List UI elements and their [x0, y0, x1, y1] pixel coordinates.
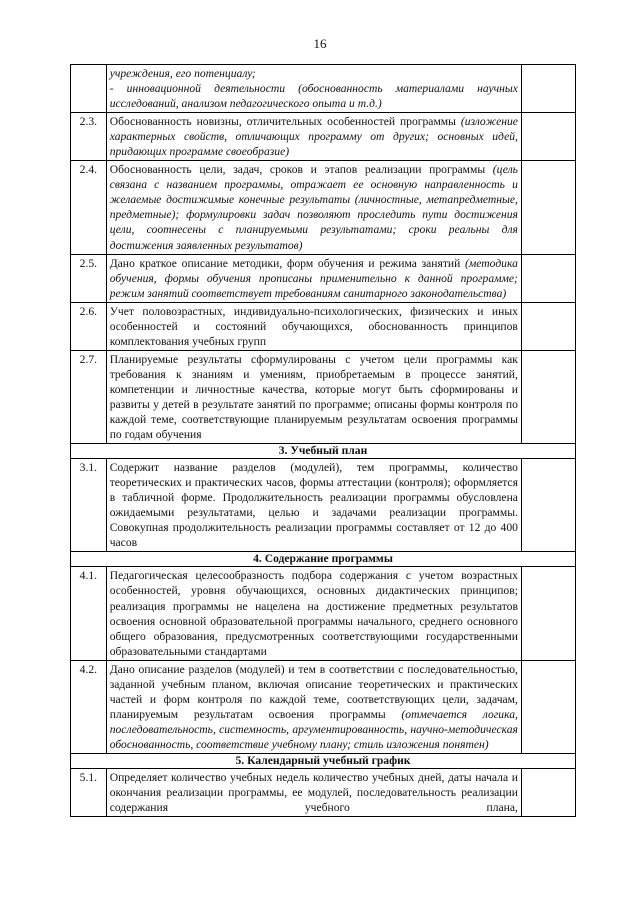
table-row [71, 768, 576, 816]
table-row [71, 113, 576, 161]
criterion-text: Содержит название разделов (модулей), тем программы, количество теоретических и практических часов, формы аттестации (контроля); оформляется в табличной форме. Продолжительность реализации программы обусловлена ожидаемыми результатами, целью и задачами реализации программы. Совокупная продолжительность реализации программы составляет от 12 до 400 часов [109, 461, 518, 550]
table-row [71, 161, 576, 254]
assessment-cell [521, 567, 575, 660]
item-text [106, 660, 521, 753]
criterion-text: Обоснованность новизны, отличительных особенностей программы [109, 115, 456, 129]
section-row [71, 444, 576, 459]
criterion-note: (цель связана с названием программы, отражает ее основную направленность и желаемые достижимые конечные результаты (личностные, метапредметные, предметные); формулировки задач позволяют проследить пути достижения цели, соотнесены с планируемыми результатами; сроки реальны для достижения заявленных результатов) [109, 163, 518, 252]
assessment-cell [521, 161, 575, 254]
section-heading: 3. Учебный план [71, 444, 576, 459]
criterion-note: (методика обучения, формы обучения прописаны применительно к данной программе; режим занятий соответствует требованиям санитарного законодательства) [109, 256, 518, 300]
item-text [106, 459, 521, 552]
criteria-table-body [71, 65, 576, 817]
item-number: 5.1. [71, 768, 107, 816]
criterion-note: - инновационной деятельности (обоснованность материалами научных исследований, анализом педагогического опыта и т.д.) [109, 82, 518, 111]
assessment-cell [521, 660, 575, 753]
item-number: 4.2. [71, 660, 107, 753]
table-row [71, 302, 576, 350]
criterion-text: Учет половозрастных, индивидуально-психологических, физических и иных особенностей и состояний обучающихся, обоснованность принципов комплектования учебных групп [109, 304, 518, 348]
criterion-note: (изложение характерных свойств, отличающих программу от других; основных идей, придающих программе своеобразие) [109, 115, 518, 159]
item-number: 2.4. [71, 161, 107, 254]
assessment-cell [521, 350, 575, 443]
table-row [71, 660, 576, 753]
table-row [71, 459, 576, 552]
section-row [71, 753, 576, 768]
item-number: 2.5. [71, 254, 107, 302]
item-text [106, 254, 521, 302]
item-number: 2.6. [71, 302, 107, 350]
criterion-text: Педагогическая целесообразность подбора содержания с учетом возрастных особенностей, уровня обучающихся, основных дидактических принципов; реализация программы не нацелена на достижение предметных результатов освоения основной образовательной программы начального, среднего основного общего образования, предусмотренных соответствующими государственными образовательными стандартами [109, 569, 518, 658]
item-number: 2.3. [71, 113, 107, 161]
table-row [71, 567, 576, 660]
criterion-text: Дано краткое описание методики, форм обучения и режима занятий [109, 256, 461, 270]
criterion-text: Определяет количество учебных недель количество учебных дней, даты начала и окончания реализации программы, ее модулей, последовательность реализации содержания учебного плана, [109, 770, 518, 815]
section-heading: 5. Календарный учебный график [71, 753, 576, 768]
item-text [106, 350, 521, 443]
item-number [71, 65, 107, 113]
criteria-table [70, 64, 576, 817]
item-text [106, 567, 521, 660]
item-text [106, 302, 521, 350]
criterion-note: (отмечается логика, последовательность, системность, аргументированность, научно-методическая обоснованность, соответствие учебному плану; стиль изложения понятен) [109, 707, 518, 751]
table-row [71, 254, 576, 302]
assessment-cell [521, 768, 575, 816]
assessment-cell [521, 65, 575, 113]
assessment-cell [521, 302, 575, 350]
page-number: 16 [313, 36, 327, 51]
item-text [106, 65, 521, 113]
item-number: 3.1. [71, 459, 107, 552]
table-row [71, 65, 576, 113]
criterion-text: Планируемые результаты сформулированы с учетом цели программы как требования к знаниям и умениям, приобретаемым в процессе занятий, компетенции и личностные качества, которые могут быть сформированы и развиты у детей в результате занятий по программе; описаны формы контроля по каждой теме, соответствующие планируемым результатам освоения программы по годам обучения [109, 352, 518, 442]
item-text [106, 768, 521, 816]
item-number: 2.7. [71, 350, 107, 443]
criterion-text: Обоснованность цели, задач, сроков и этапов реализации программы [109, 163, 486, 177]
criterion-note: учреждения, его потенциалу; [109, 67, 256, 80]
assessment-cell [521, 254, 575, 302]
item-text [106, 113, 521, 161]
section-heading: 4. Содержание программы [71, 552, 576, 567]
criterion-text: Дано описание разделов (модулей) и тем в соответствии с последовательностью, заданной учебным планом, включая описание теоретических и практических частей и форм контроля по каждой теме, соответствующих цели, задачам, планируемым результатам освоения программы [109, 662, 518, 721]
assessment-cell [521, 113, 575, 161]
section-row [71, 552, 576, 567]
item-number: 4.1. [71, 567, 107, 660]
table-row [71, 350, 576, 443]
assessment-cell [521, 459, 575, 552]
item-text [106, 161, 521, 254]
